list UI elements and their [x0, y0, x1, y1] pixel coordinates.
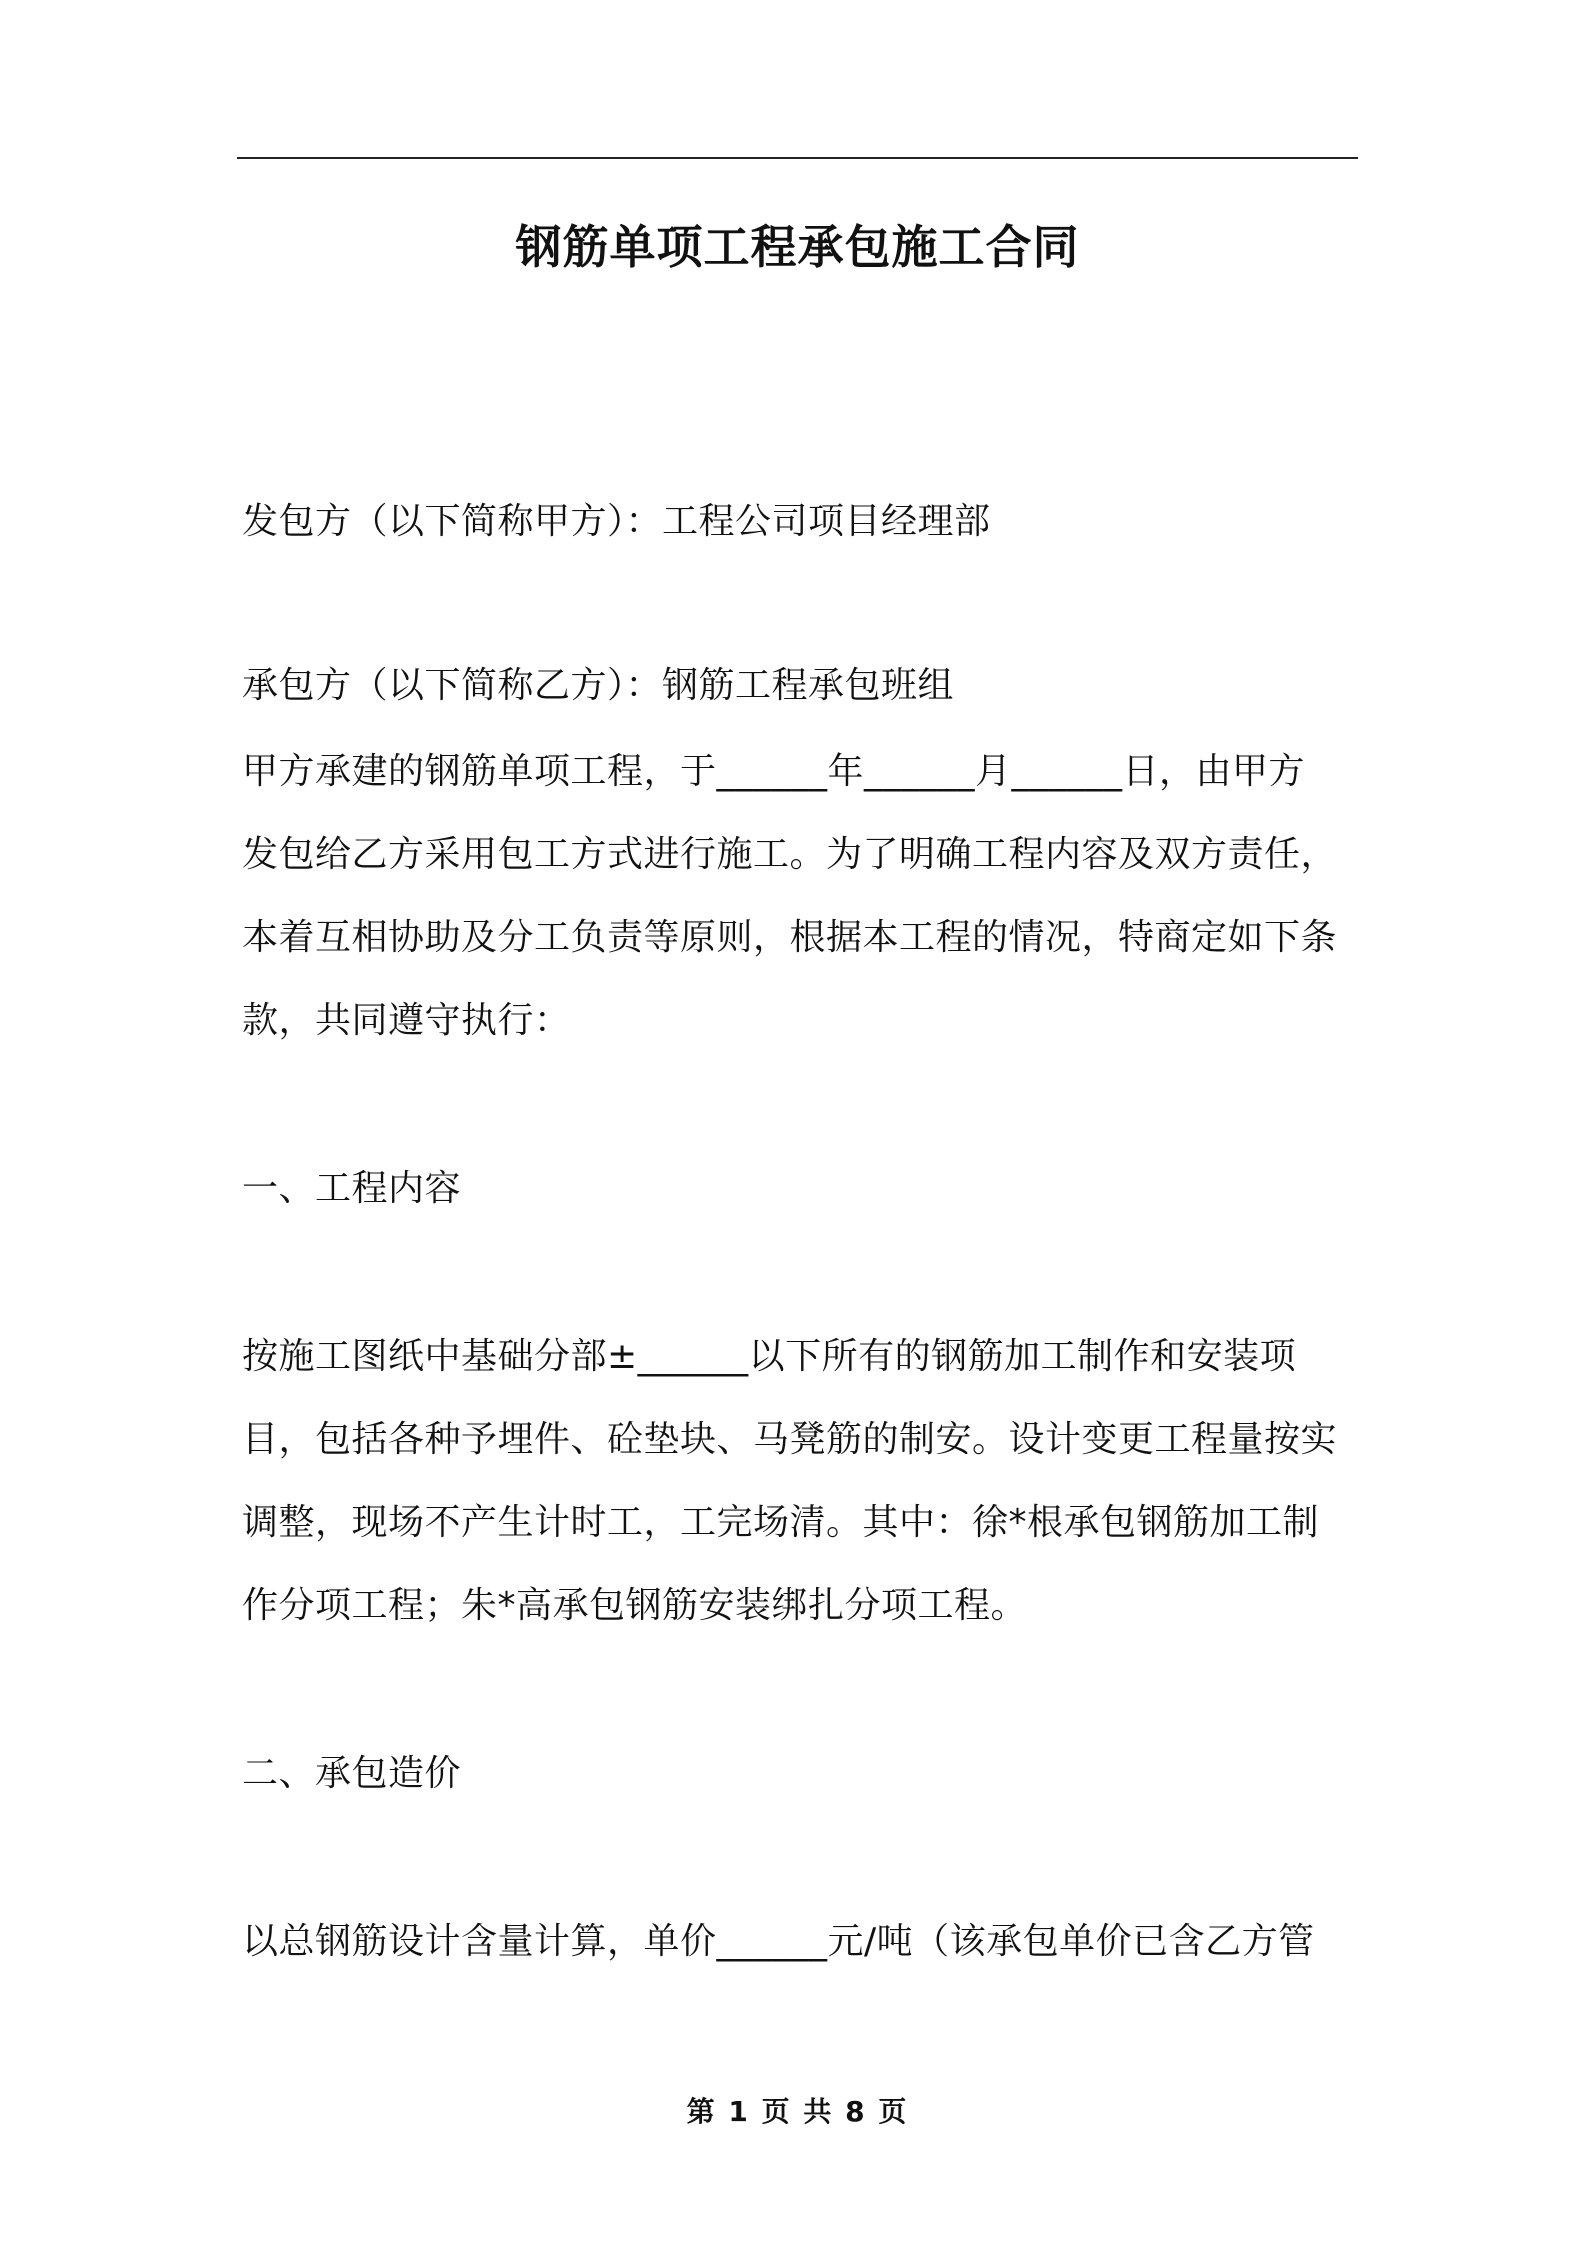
section1-line-1: 按施工图纸中基础分部±______以下所有的钢筋加工制作和安装项 [242, 1336, 1297, 1377]
intro-line-2: 发包给乙方采用包工方式进行施工。为了明确工程内容及双方责任， [242, 834, 1338, 875]
party-b-line: 承包方（以下简称乙方）：钢筋工程承包班组 [242, 665, 955, 706]
section1-line-3: 调整，现场不产生计时工，工完场清。其中：徐*根承包钢筋加工制 [242, 1502, 1320, 1543]
intro-line-1: 甲方承建的钢筋单项工程，于______年______月______日，由甲方 [242, 751, 1306, 792]
page-number-footer: 第 1 页 共 8 页 [686, 2095, 909, 2128]
section2-line-1: 以总钢筋设计含量计算，单价______元/吨（该承包单价已含乙方管 [242, 1921, 1315, 1962]
document-title: 钢筋单项工程承包施工合同 [515, 220, 1080, 274]
section1-line-4: 作分项工程；朱*高承包钢筋安装绑扎分项工程。 [242, 1585, 1028, 1626]
header-rule [237, 157, 1358, 159]
intro-line-3: 本着互相协助及分工负责等原则，根据本工程的情况，特商定如下条 [242, 917, 1338, 958]
party-a-line: 发包方（以下简称甲方）：工程公司项目经理部 [242, 501, 991, 542]
section1-heading: 一、工程内容 [242, 1168, 462, 1209]
section2-heading: 二、承包造价 [242, 1753, 462, 1794]
section1-line-2: 目，包括各种予埋件、砼垫块、马凳筋的制安。设计变更工程量按实 [242, 1419, 1338, 1460]
intro-line-4: 款，共同遵守执行： [242, 1000, 571, 1041]
